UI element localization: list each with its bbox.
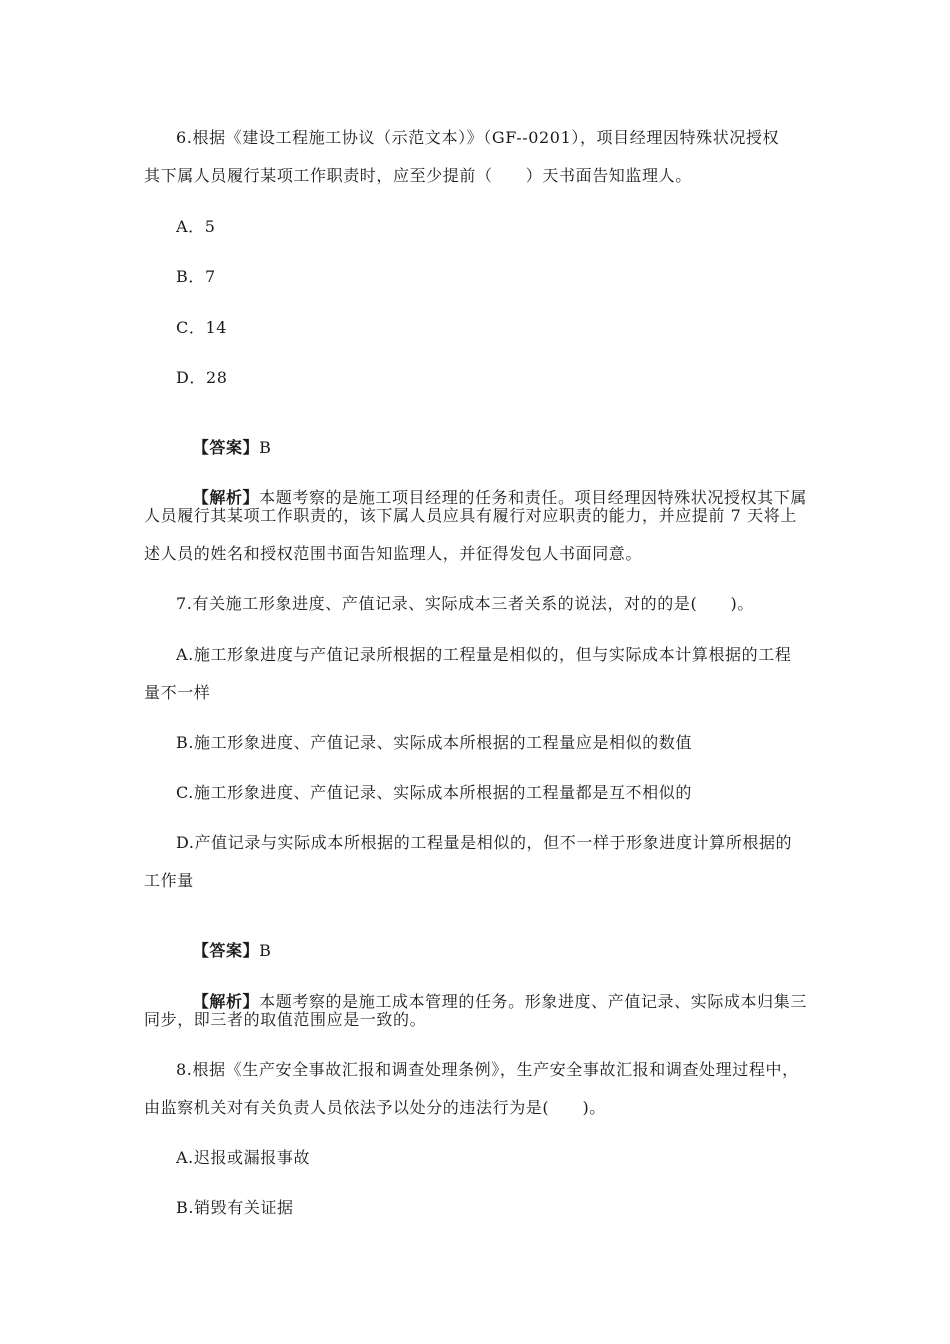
q6-option-d: D．28 [176, 368, 228, 387]
q7-option-a-line-2: 量不一样 [144, 683, 211, 702]
analysis-text: 本题考察的是施工项目经理的任务和责任。项目经理因特殊状况授权其下属 [259, 488, 807, 507]
q8-stem-line-2: 由监察机关对有关负责人员依法予以处分的违法行为是( )。 [144, 1098, 606, 1117]
q6-stem-line-1: 6.根据《建设工程施工协议（示范文本）》（GF--0201），项目经理因特殊状况授权 [176, 128, 780, 147]
analysis-tag: 【解析】 [192, 488, 260, 507]
q7-option-d-line-2: 工作量 [144, 871, 194, 890]
q6-analysis-line-2: 人员履行其某项工作职责的，该下属人员应具有履行对应职责的能力，并应提前 7 天将上 [144, 506, 797, 525]
answer-value: B [259, 438, 272, 457]
answer-value: B [259, 941, 272, 960]
q8-option-b: B.销毁有关证据 [176, 1198, 294, 1217]
q6-stem-line-2: 其下属人员履行某项工作职责时，应至少提前（ ）天书面告知监理人。 [144, 166, 692, 185]
q6-option-b: B．7 [176, 267, 216, 286]
q7-analysis-line-2: 同步，即三者的取值范围应是一致的。 [144, 1010, 427, 1029]
q8-option-a: A.迟报或漏报事故 [176, 1148, 311, 1167]
q8-stem-line-1: 8.根据《生产安全事故汇报和调查处理条例》，生产安全事故汇报和调查处理过程中， [176, 1060, 799, 1079]
q6-option-c: C．14 [176, 318, 228, 337]
q7-option-b: B.施工形象进度、产值记录、实际成本所根据的工程量应是相似的数值 [176, 733, 693, 752]
analysis-tag: 【解析】 [192, 992, 260, 1011]
answer-tag: 【答案】 [192, 438, 260, 457]
analysis-text: 本题考察的是施工成本管理的任务。形象进度、产值记录、实际成本归集三 [259, 992, 807, 1011]
q7-option-d-line-1: D.产值记录与实际成本所根据的工程量是相似的，但不一样于形象进度计算所根据的 [176, 833, 793, 852]
q6-option-a: A．5 [176, 217, 216, 236]
q7-stem: 7.有关施工形象进度、产值记录、实际成本三者关系的说法，对的的是( )。 [176, 594, 754, 613]
q6-analysis-line-3: 述人员的姓名和授权范围书面告知监理人，并征得发包人书面同意。 [144, 544, 643, 563]
q7-option-a-line-1: A.施工形象进度与产值记录所根据的工程量是相似的，但与实际成本计算根据的工程 [176, 645, 792, 664]
answer-tag: 【答案】 [192, 941, 260, 960]
q7-option-c: C.施工形象进度、产值记录、实际成本所根据的工程量都是互不相似的 [176, 783, 692, 802]
